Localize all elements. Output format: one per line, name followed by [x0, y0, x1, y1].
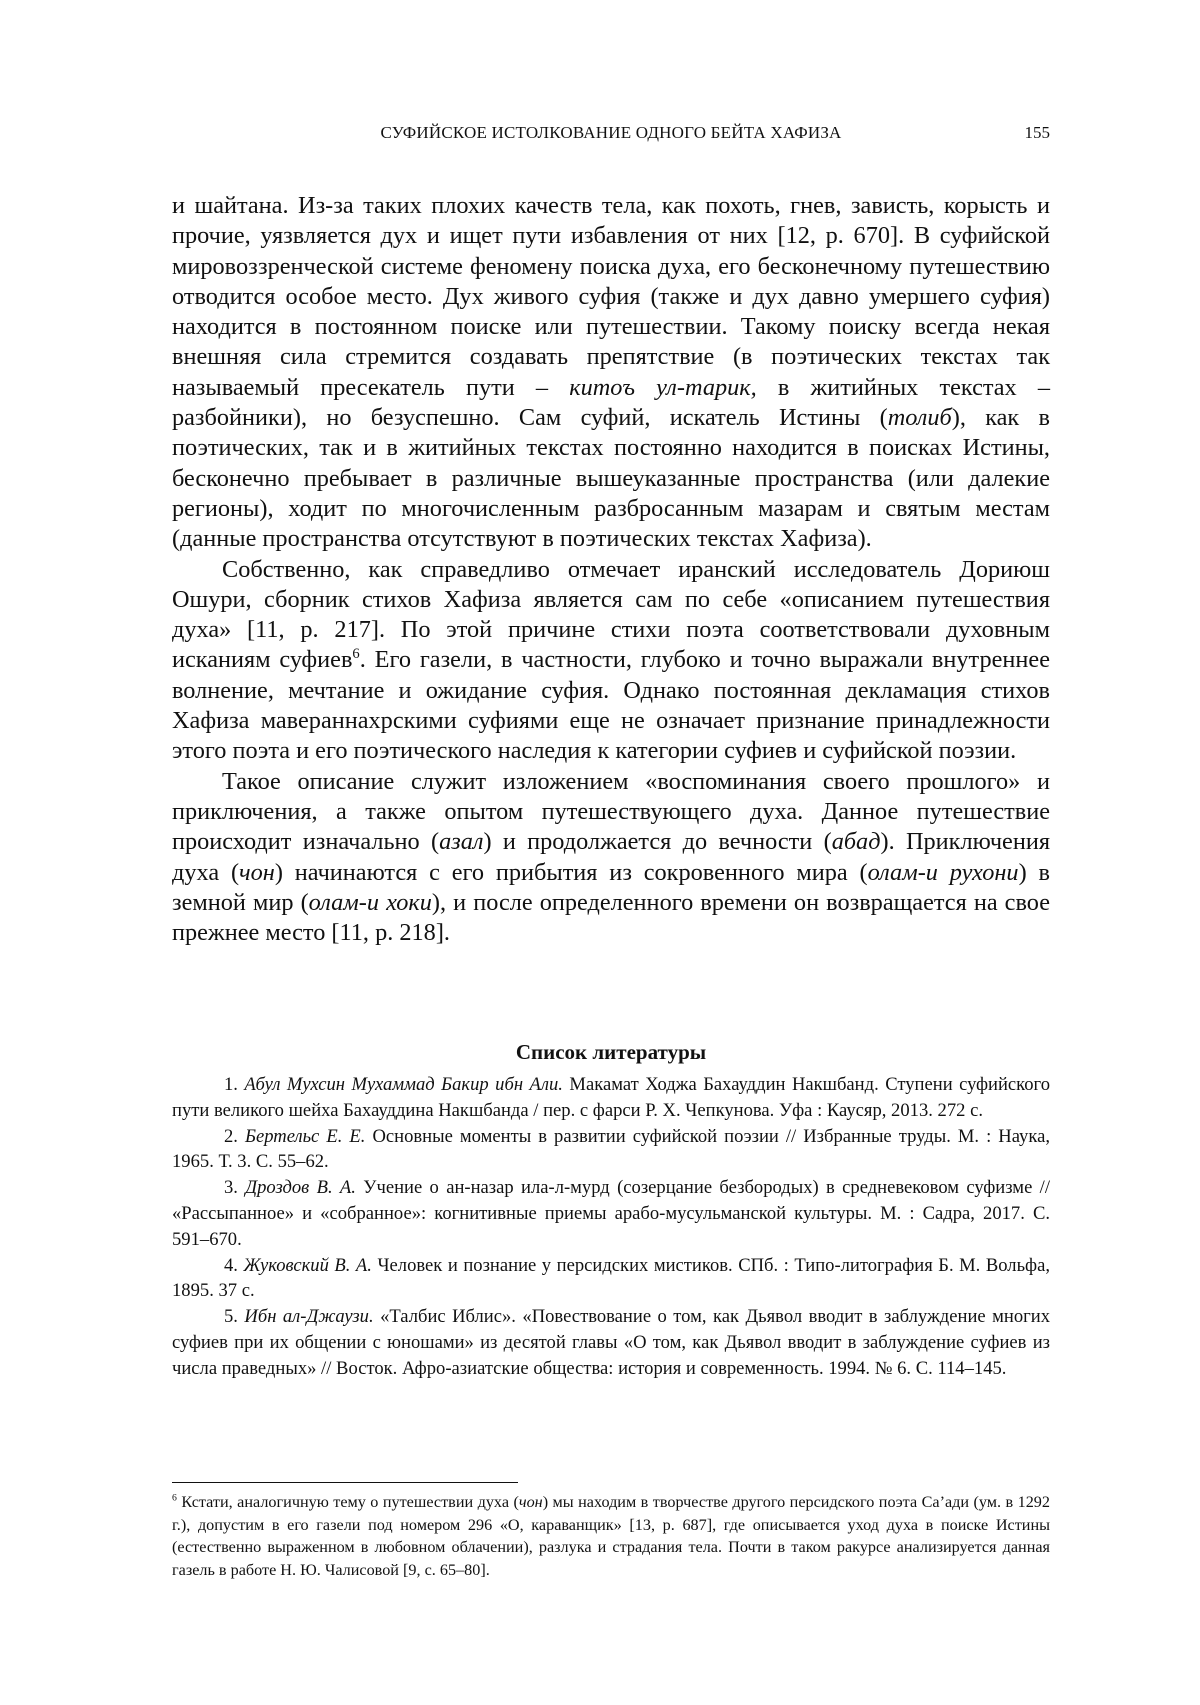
reference-number: 3. — [224, 1177, 238, 1199]
reference-author: Ибн ал-Джаузи. — [244, 1306, 374, 1328]
text-run: ) начинаются с его прибытия из сокровенного мира ( — [274, 858, 868, 886]
italic-term: абад — [831, 828, 881, 856]
text-run: ) и продолжается до вечности ( — [483, 828, 832, 856]
text-run: ) мы находим в творчестве другого персидского поэта Са’ади (ум. в 1292 г.), допустим в его газели под номером 296 «О, караванщик» [13, р. 687], где описывается уход духа в поиске Истины (естественно выраженном в любовном облачении), разлука и страдания тела. Почти в таком ракурсе анализируется данная газель в работе Н. Ю. Чалисовой [9, с. 65–80]. — [172, 1493, 1050, 1579]
italic-term: олам-и хоки — [308, 888, 432, 916]
reference-item — [172, 1072, 1050, 1124]
text-run: Такое описание служит изложением «воспоминания своего прошлого» и приключения, а также опытом путешествующего духа. Данное путешествие происходит изначально ( — [172, 767, 1050, 856]
reference-text: Основные моменты в развитии суфийской поэзии // Избранные труды. М. : Наука, 1965. Т. 3. С. 55–62. — [172, 1125, 1050, 1173]
reference-author: Бертельс Е. Е. — [245, 1125, 366, 1147]
text-run: в житийных текстах – разбойники), но безуспешно. Сам суфий, искатель Истины ( — [172, 373, 1050, 432]
footnote-6 — [172, 1491, 1050, 1581]
reference-item — [172, 1253, 1050, 1305]
references-title: Список литературы — [515, 1040, 707, 1064]
references-list — [172, 1072, 1050, 1382]
italic-term: китоъ ул-тарик, — [569, 373, 757, 401]
paragraph-3 — [172, 767, 1050, 949]
reference-text: Учение о ан-назар ила-л-мурд (созерцание безбородых) в средневековом суфизме // «Рассыпанное» и «собранное»: когнитивные приемы арабо-мусульманской культуры. М. : Садра, 2017. С. 591–670. — [172, 1177, 1050, 1250]
text-run: ), как в поэтических, так и в житийных текстах постоянно находится в поисках Истины, бесконечно пребывает в различные вышеуказанные пространства (или далекие регионы), ходит по многочисленным разбросанным мазарам и святым местам (данные пространства отсутствуют в поэтических текстах Хафиза). — [172, 404, 1051, 553]
text-run: Кстати, аналогичную тему о путешествии духа ( — [176, 1493, 519, 1511]
paragraph-1 — [172, 191, 1050, 555]
italic-term: толиб — [887, 404, 952, 432]
reference-number: 5. — [224, 1306, 238, 1328]
text-run: ), и после определенного времени он возвращается на свое прежнее место [11, р. 218]. — [172, 888, 1050, 947]
footnote-divider — [172, 1482, 518, 1483]
paragraph-2 — [172, 555, 1050, 767]
italic-term: азал — [439, 828, 484, 856]
reference-item — [172, 1175, 1050, 1252]
references-section — [172, 1038, 1050, 1382]
running-title: СУФИЙСКОЕ ИСТОЛКОВАНИЕ ОДНОГО БЕЙТА ХАФИЗА — [380, 123, 842, 142]
footnote-text — [172, 1491, 1050, 1581]
italic-term: чон — [239, 858, 275, 886]
text-run: . Его газели, в частности, глубоко и точно выражали внутреннее волнение, мечтание и ожидание суфия. Однако постоянная декламация стихов Хафиза мавераннахрскими суфиями еще не означает признание принадлежности этого поэта и его поэтического наследия к категории суфиев и суфийской поэзии. — [172, 646, 1050, 765]
reference-author: Дроздов В. А. — [245, 1177, 356, 1199]
main-text — [172, 191, 1050, 948]
page-number: 155 — [1024, 123, 1050, 142]
italic-term: чон — [518, 1493, 543, 1511]
reference-item — [172, 1304, 1050, 1381]
text-run: ) в земной мир ( — [172, 858, 1050, 916]
reference-author: Жуковский В. А. — [243, 1254, 372, 1276]
reference-number: 1. — [224, 1074, 238, 1095]
reference-number: 2. — [224, 1125, 238, 1147]
reference-text: Человек и познание у персидских мистиков. СПб. : Типо-литография Б. М. Вольфа, 1895. 37 с. — [172, 1254, 1051, 1302]
text-run: ). Приключения духа ( — [172, 828, 1050, 886]
reference-author: Абул Мухсин Мухаммад Бакир ибн Али. — [244, 1074, 563, 1095]
running-header — [172, 123, 1050, 147]
italic-term: олам-и рухони — [867, 858, 1019, 886]
text-run: и шайтана. Из-за таких плохих качеств тела, как похоть, гнев, зависть, корысть и прочие, уязвляется дух и ищет пути избавления от них [12, р. 670]. В суфийской мировоззренческой системе феномену поиска духа, его бесконечному путешествию отводится особое место. Дух живого суфия (также и дух давно умершего суфия) находится в постоянном поиске или путешествии. Такому поиску всегда некая внешняя сила стремится создавать препятствие (в поэтических текстах так называемый пресекатель пути – — [172, 192, 1050, 401]
reference-item — [172, 1124, 1050, 1176]
reference-text: Макамат Ходжа Бахауддин Накшбанд. Ступени суфийского пути великого шейха Бахауддина Накшбанда / пер. с фарси Р. Х. Чепкунова. Уфа : Каусяр, 2013. 272 с. — [172, 1074, 1051, 1121]
footnote-reference[interactable]: 6 — [352, 646, 360, 663]
reference-number: 4. — [224, 1254, 238, 1276]
text-run: Собственно, как справедливо отмечает иранский исследователь Дориюш Ошури, сборник стихов Хафиза является сам по себе «описанием путешествия духа» [11, р. 217]. По этой причине стихи поэта соответствовали духовным исканиям суфиев — [172, 555, 1050, 674]
footnote-mark: 6 — [172, 1492, 177, 1504]
reference-text: «Талбис Иблис». «Повествование о том, как Дьявол вводит в заблуждение многих суфиев при их общении с юношами» из десятой главы «О том, как Дьявол вводит в заблуждение суфиев из числа праведных» // Восток. Афро-азиатские общества: история и современность. 1994. № 6. С. 114–145. — [172, 1306, 1051, 1379]
